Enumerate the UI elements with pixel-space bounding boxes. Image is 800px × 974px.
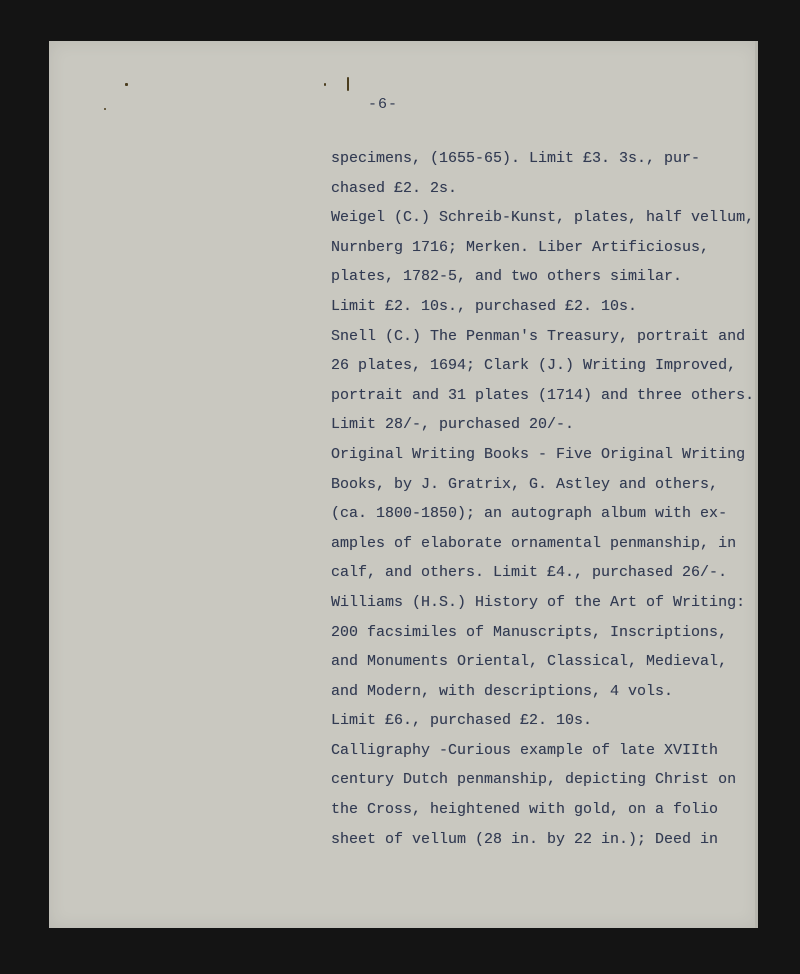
text-line: Calligraphy -Curious example of late XVIIth <box>331 741 719 759</box>
text-line: Williams (H.S.) History of the Art of Writing: <box>331 593 746 611</box>
paper-speck <box>125 83 128 86</box>
text-line: plates, 1782-5, and two others similar. <box>331 268 683 286</box>
text-line: portrait and 31 plates (1714) and three others. <box>331 386 755 404</box>
text-line: 26 plates, 1694; Clark (J.) Writing Improved, <box>331 357 737 375</box>
text-line: Limit £6., purchased £2. 10s. <box>331 712 593 730</box>
text-line: sheet of vellum (28 in. by 22 in.); Deed in <box>331 830 719 848</box>
text-line: Snell (C.) The Penman's Treasury, portrait and <box>331 327 746 345</box>
text-line: Books, by J. Gratrix, G. Astley and others, <box>331 475 719 493</box>
paper-speck <box>347 77 349 91</box>
text-line: Limit £2. 10s., purchased £2. 10s. <box>331 297 638 315</box>
page-number: -6- <box>368 96 399 113</box>
text-line: Nurnberg 1716; Merken. Liber Artificiosus, <box>331 238 710 256</box>
text-line: chased £2. 2s. <box>331 179 458 197</box>
text-line: (ca. 1800-1850); an autograph album with ex- <box>331 505 728 523</box>
text-line: century Dutch penmanship, depicting Christ on <box>331 771 737 789</box>
paper-speck <box>324 83 326 86</box>
typed-text-body <box>331 144 761 854</box>
text-line: calf, and others. Limit £4., purchased 26/-. <box>331 564 728 582</box>
text-line: Original Writing Books - Five Original Writing <box>331 445 746 463</box>
text-line: and Monuments Oriental, Classical, Medieval, <box>331 653 728 671</box>
text-line: 200 facsimiles of Manuscripts, Inscriptions, <box>331 623 728 641</box>
text-line: specimens, (1655-65). Limit £3. 3s., pur- <box>331 150 701 167</box>
text-line: Weigel (C.) Schreib-Kunst, plates, half vellum, <box>331 209 755 227</box>
paper-speck <box>104 108 106 110</box>
text-line: the Cross, heightened with gold, on a folio <box>331 801 719 819</box>
text-line: amples of elaborate ornamental penmanship, in <box>331 534 737 552</box>
text-line: Limit 28/-, purchased 20/-. <box>331 416 575 434</box>
text-line: and Modern, with descriptions, 4 vols. <box>331 682 674 700</box>
